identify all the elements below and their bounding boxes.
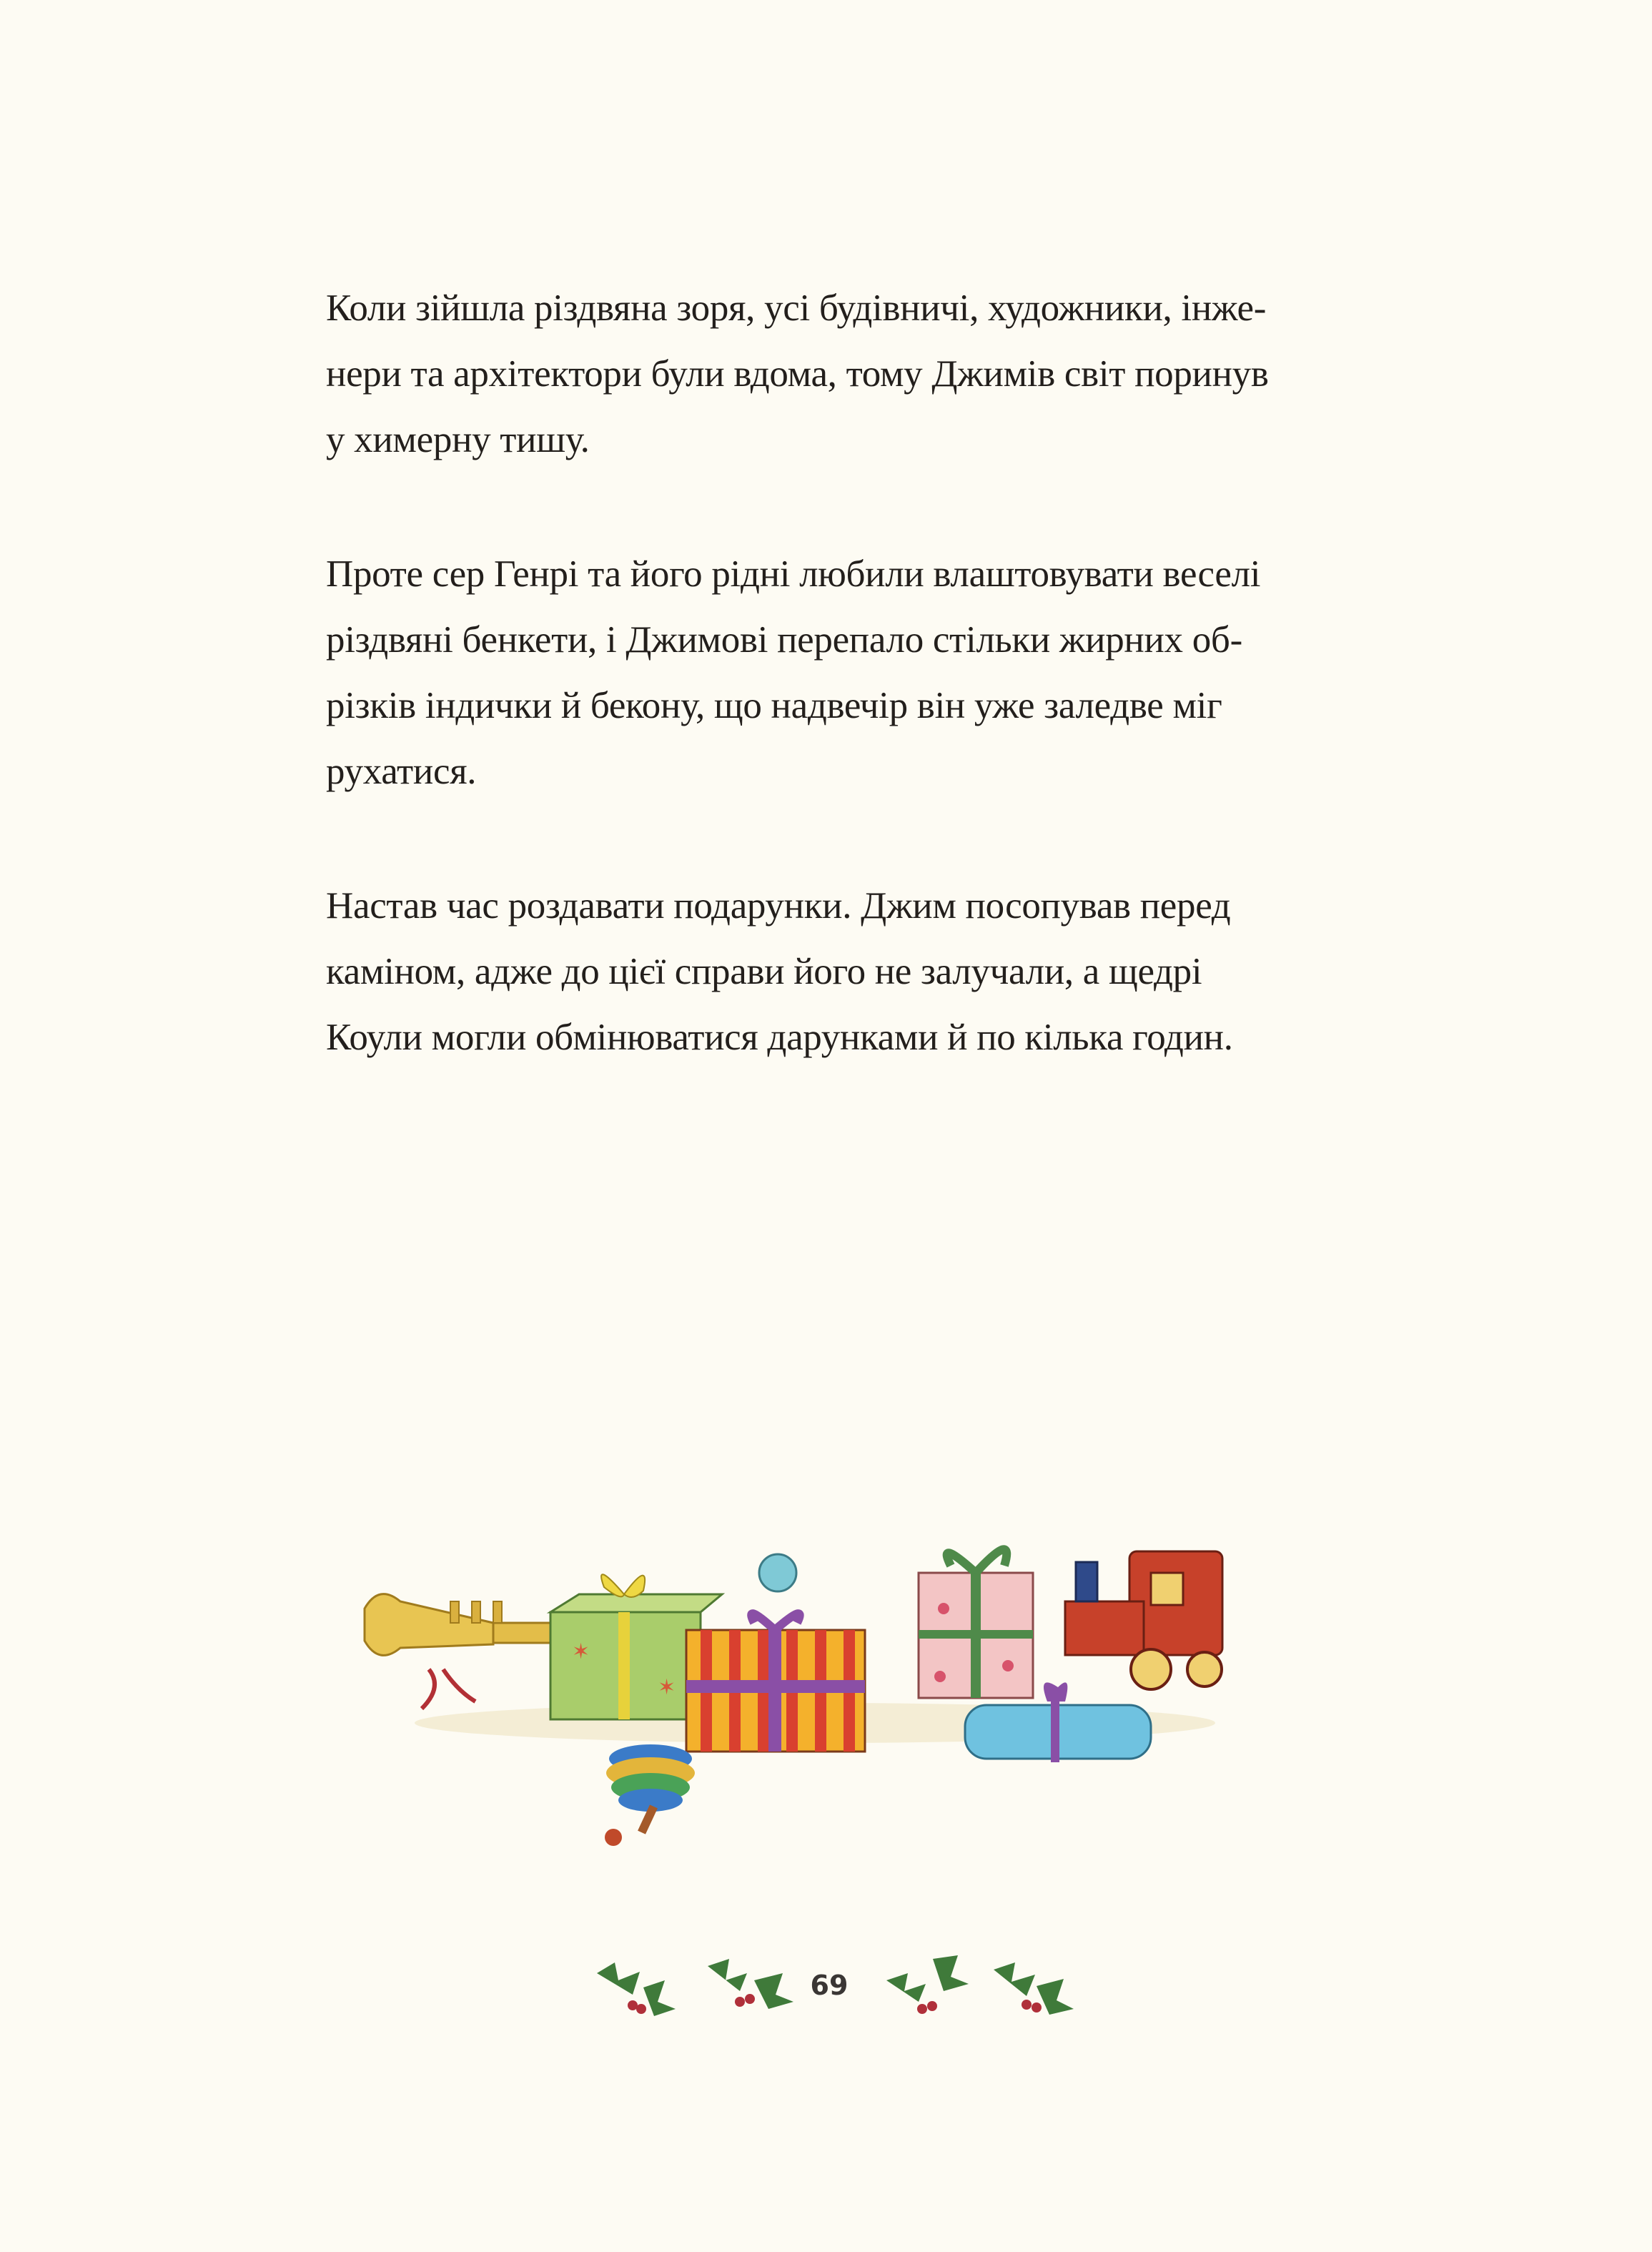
toy-train-icon	[1065, 1551, 1222, 1689]
spinning-top-icon	[605, 1744, 695, 1846]
gift-striped-icon	[686, 1554, 865, 1752]
christmas-presents-illustration	[350, 1501, 1280, 2252]
holly-icon	[697, 1930, 804, 2038]
paragraph-1: Коли зійшла різдвяна зоря, усі будівничі, художники, інже- нери та архітектори були вдома, тому Джимів світ поринув у химерну тишу.	[326, 287, 1269, 460]
holly-icon	[583, 1930, 690, 2038]
body-text	[326, 275, 1341, 1139]
gift-pink-icon	[919, 1549, 1033, 1698]
holly-icon	[872, 1930, 979, 2038]
page-number: 69	[810, 1970, 849, 2001]
trumpet-icon	[365, 1594, 550, 1709]
page-footer	[0, 1923, 1652, 2052]
svg-text:✶: ✶	[658, 1676, 676, 1699]
paragraph-2: Проте сер Генрі та його рідні любили влаштовувати веселі різдвяні бенкети, і Джимові перепало стільки жирних об- різків індички й бекону, що надвечір він уже заледве міг рухатися.	[326, 553, 1261, 792]
holly-icon	[979, 1930, 1087, 2038]
svg-text:✶: ✶	[572, 1640, 590, 1664]
paragraph-3: Настав час роздавати подарунки. Джим посопував перед каміном, адже до цієї справи його не залучали, а щедрі Коули могли обмінюватися дарунками й по кілька годин.	[326, 885, 1233, 1058]
